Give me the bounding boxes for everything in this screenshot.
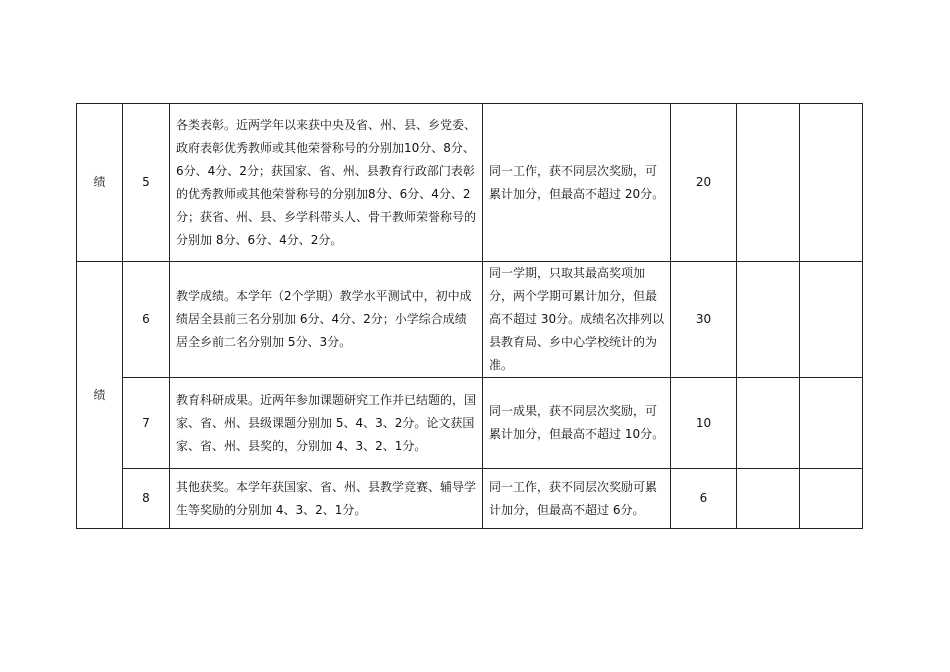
item-description: 教学成绩。本学年（2个学期）教学水平测试中，初中成绩居全县前三名分别加 6分、4分、2分；小学综合成绩居全乡前二名分别加 5分、3分。 xyxy=(170,262,483,378)
item-number: 6 xyxy=(123,262,170,378)
table-row xyxy=(77,262,863,378)
item-number: 5 xyxy=(123,104,170,262)
table-row xyxy=(77,104,863,262)
empty-cell xyxy=(800,378,863,469)
scoring-note: 同一工作，获不同层次奖励可累计加分，但最高不超过 6分。 xyxy=(483,469,671,529)
max-points: 10 xyxy=(671,378,737,469)
table-row xyxy=(77,469,863,529)
empty-cell xyxy=(800,262,863,378)
empty-cell xyxy=(737,378,800,469)
item-description: 其他获奖。本学年获国家、省、州、县教学竞赛、辅导学生等奖励的分别加 4、3、2、1分。 xyxy=(170,469,483,529)
empty-cell xyxy=(800,469,863,529)
item-number: 7 xyxy=(123,378,170,469)
empty-cell xyxy=(737,262,800,378)
table-row xyxy=(77,378,863,469)
scoring-table xyxy=(76,103,863,529)
scoring-note: 同一成果，获不同层次奖励，可累计加分，但最高不超过 10分。 xyxy=(483,378,671,469)
scoring-note: 同一工作，获不同层次奖励，可累计加分，但最高不超过 20分。 xyxy=(483,104,671,262)
category-cell: 绩 xyxy=(77,262,123,529)
empty-cell xyxy=(737,469,800,529)
empty-cell xyxy=(737,104,800,262)
category-cell: 绩 xyxy=(77,104,123,262)
item-description: 各类表彰。近两学年以来获中央及省、州、县、乡党委、政府表彰优秀教师或其他荣誉称号的分别加10分、8分、6分、4分、2分；获国家、省、州、县教育行政部门表彰的优秀教师或其他荣誉称号的分别加8分、6分、4分、2分；获省、州、县、乡学科带头人、骨干教师荣誉称号的分别加 8分、6分、4分、2分。 xyxy=(170,104,483,262)
item-number: 8 xyxy=(123,469,170,529)
max-points: 6 xyxy=(671,469,737,529)
max-points: 30 xyxy=(671,262,737,378)
item-description: 教育科研成果。近两年参加课题研究工作并已结题的，国家、省、州、县级课题分别加 5、4、3、2分。论文获国家、省、州、县奖的，分别加 4、3、2、1分。 xyxy=(170,378,483,469)
max-points: 20 xyxy=(671,104,737,262)
scoring-note: 同一学期，只取其最高奖项加分，两个学期可累计加分，但最高不超过 30分。成绩名次排列以县教育局、乡中心学校统计的为准。 xyxy=(483,262,671,378)
empty-cell xyxy=(800,104,863,262)
